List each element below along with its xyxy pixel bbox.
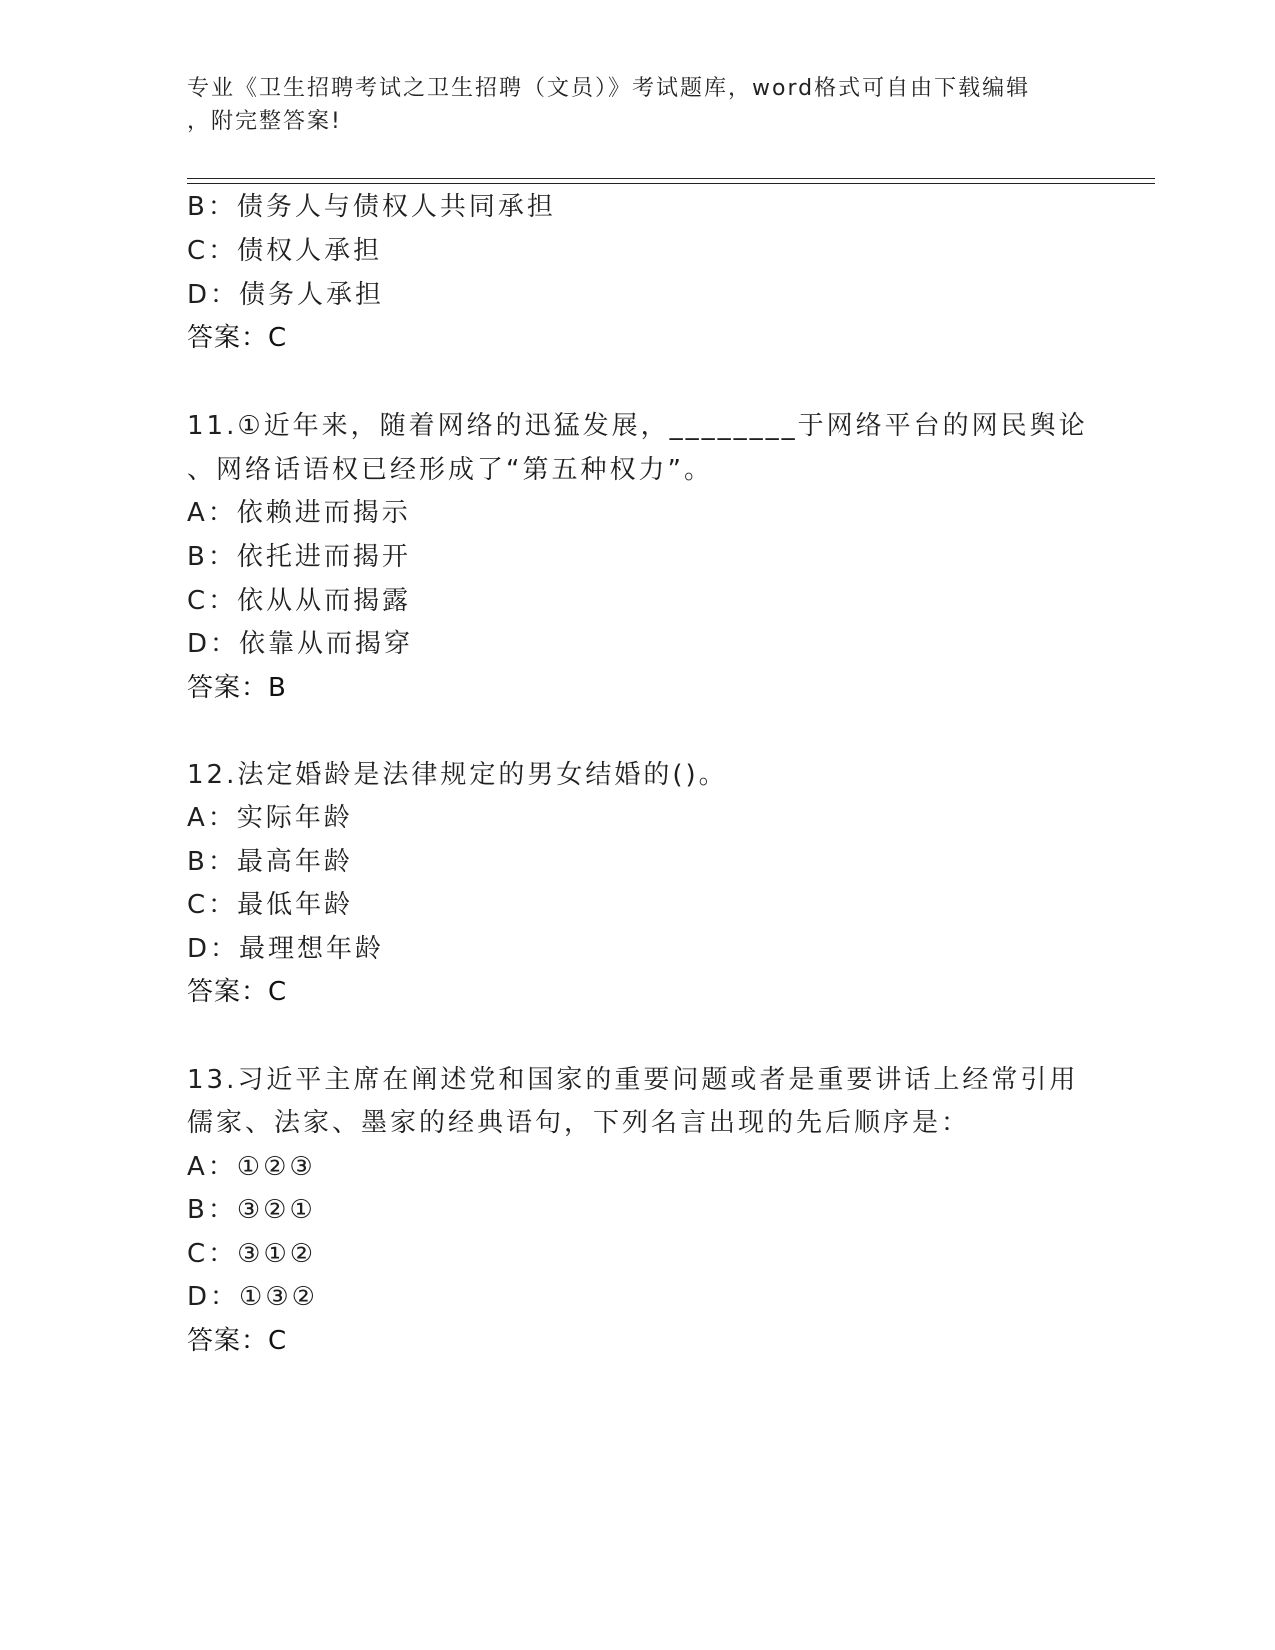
header-divider-bottom (187, 183, 1155, 184)
q13-option-b: B：③②① (187, 1195, 316, 1225)
q11-option-d: D：依靠从而揭穿 (187, 629, 414, 659)
q13-stem-line-2: 儒家、法家、墨家的经典语句，下列名言出现的先后顺序是： (187, 1108, 971, 1138)
prev-option-c: C：债权人承担 (187, 236, 383, 266)
q12-option-d: D：最理想年龄 (187, 934, 385, 964)
q12-answer: 答案：C (187, 977, 288, 1007)
q12-option-a: A：实际年龄 (187, 803, 353, 833)
q11-option-c: C：依从从而揭露 (187, 586, 412, 616)
q13-option-a: A：①②③ (187, 1152, 316, 1182)
prev-answer: 答案：C (187, 323, 288, 353)
document-header (187, 72, 1067, 138)
q11-stem-line-1: 11.①近年来，随着网络的迅猛发展，________于网络平台的网民舆论 (187, 411, 1088, 441)
prev-option-d: D：债务人承担 (187, 280, 385, 310)
header-divider-top (187, 178, 1155, 179)
prev-option-b: B：债务人与债权人共同承担 (187, 192, 556, 222)
header-line-2: ，附完整答案! (187, 109, 342, 134)
q11-stem-line-2: 、网络话语权已经形成了“第五种权力”。 (187, 455, 713, 485)
q12-option-b: B：最高年龄 (187, 847, 353, 877)
q13-option-d: D：①③② (187, 1282, 318, 1312)
q13-option-c: C：③①② (187, 1239, 317, 1269)
q11-option-b: B：依托进而揭开 (187, 542, 411, 572)
header-line-1: 专业《卫生招聘考试之卫生招聘（文员）》考试题库，word格式可自由下载编辑 (187, 76, 1031, 101)
q12-stem-line-1: 12.法定婚龄是法律规定的男女结婚的()。 (187, 760, 728, 790)
q11-option-a: A：依赖进而揭示 (187, 498, 411, 528)
q13-answer: 答案：C (187, 1326, 288, 1356)
q13-stem-line-1: 13.习近平主席在阐述党和国家的重要问题或者是重要讲话上经常引用 (187, 1065, 1079, 1095)
q12-option-c: C：最低年龄 (187, 890, 354, 920)
q11-answer: 答案：B (187, 673, 287, 703)
